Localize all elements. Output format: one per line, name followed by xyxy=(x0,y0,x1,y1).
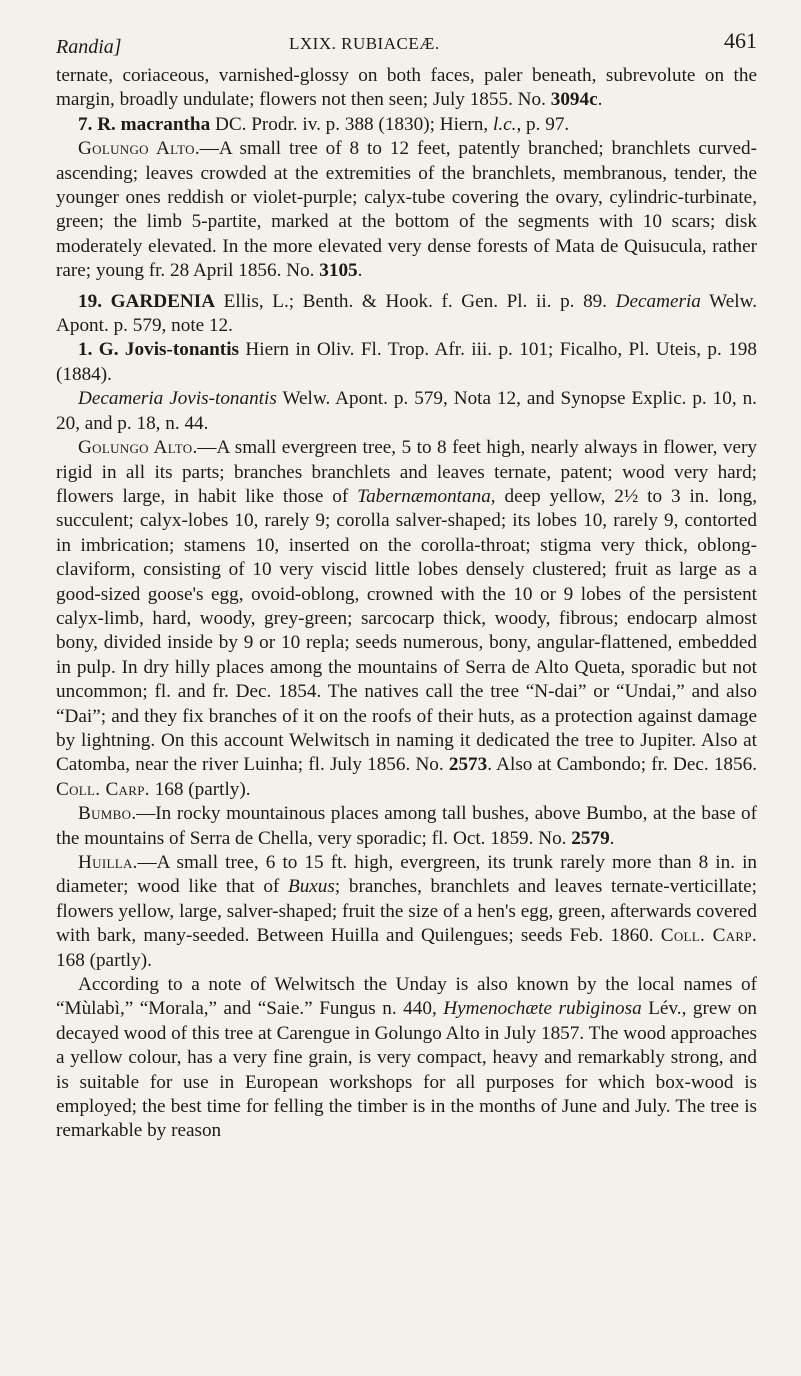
text-run: 168 (partly). xyxy=(56,949,152,971)
text-run: 7. R. macrantha xyxy=(78,113,211,135)
text-run: DC. Prodr. iv. p. 388 (1830); Hiern, xyxy=(210,113,493,135)
text-run: .—A small tree, 6 to 15 ft. high, evergreen, its trunk rarely more than 8 in. in diameter; wood like that of xyxy=(56,852,757,898)
text-run: Welw. Apont. p. 579, note 12. xyxy=(56,290,757,337)
paragraph-p1 xyxy=(56,113,757,137)
text-run: Golungo Alto xyxy=(78,138,195,160)
document-body xyxy=(56,64,757,1144)
text-run: 2573 xyxy=(448,754,488,776)
text-run: Bumbo xyxy=(78,803,132,825)
text-run: . Also at Cambondo; fr. Dec. 1856. xyxy=(487,754,757,776)
paragraph-p6 xyxy=(56,436,757,802)
text-run: 3105 xyxy=(319,260,358,282)
text-run: .—A small tree of 8 to 12 feet, patently branched; branchlets curved-ascending; leaves crowded at the extremities of the branchlets, membranous, tender, the younger ones reddish or violet-purple; calyx-tube covering the ovary, cylindric-turbinate, green; the limb 5-partite, marked at the bottom of the segments with 10 scars; disk moderately elevated. In the more elevated very dense forests of Mata de Quisucula, rather rare; young fr. 28 April 1856. No. xyxy=(56,138,757,282)
text-run: Golungo Alto xyxy=(78,437,193,459)
paragraph-p0 xyxy=(56,64,757,113)
text-run: Tabernæmontana xyxy=(357,485,491,507)
text-run: 2579 xyxy=(571,827,610,849)
text-run: .—A small evergreen tree, 5 to 8 feet high, nearly always in flower, very rigid in all its parts; branches branchlets and leaves ternate, patent; wood very hard; flowers large, in habit like those of xyxy=(56,437,757,507)
paragraph-p7 xyxy=(56,802,757,851)
paragraph-p9 xyxy=(56,973,757,1144)
text-run: Ellis, L.; Benth. & Hook. f. Gen. Pl. ii. p. 89. xyxy=(215,290,616,312)
running-head-family: LXIX. RUBIACEÆ. xyxy=(289,34,440,53)
text-run: Decameria xyxy=(615,290,701,312)
running-head xyxy=(56,28,757,64)
paragraph-p3 xyxy=(56,290,757,339)
running-head-genus: Randia] xyxy=(56,36,122,58)
text-run: ; branches, branchlets and leaves ternate-verticillate; flowers yellow, large, salver-shaped; fruit the size of a hen's egg, green, afterwards covered with bark, many-seeded. Between Huilla and Quilengues; seeds Feb. 1860. xyxy=(56,876,757,947)
text-run: Decameria Jovis-tonantis xyxy=(78,388,277,410)
paragraph-p4 xyxy=(56,338,757,387)
text-run: .—In rocky mountainous places among tall bushes, above Bumbo, at the base of the mountains of Serra de Chella, very sporadic; fl. Oct. 1859. No. xyxy=(56,803,757,849)
paragraph-p8 xyxy=(56,851,757,973)
text-run: According to a note of Welwitsch the Unday is also known by the local names of “Mùlabì,” “Morala,” and “Saie.” Fungus n. 440, xyxy=(56,974,757,1020)
text-run: l.c. xyxy=(493,113,517,135)
text-run: Buxus xyxy=(287,876,335,898)
page-number: 461 xyxy=(724,28,757,53)
paragraph-p2 xyxy=(56,137,757,283)
text-run: Coll. Carp. xyxy=(660,925,757,947)
text-run: . xyxy=(609,827,615,849)
text-run: Hiern in Oliv. Fl. Trop. Afr. iii. p. 101; Ficalho, Pl. Uteis, p. 198 (1884). xyxy=(56,339,757,385)
text-run: Hymenochæte rubiginosa xyxy=(443,998,642,1020)
text-run: , deep yellow, 2½ to 3 in. long, succulent; calyx-lobes 10, rarely 9; corolla salver-shaped; its lobes 10, rarely 9, contorted in imbrication; stamens 10, inserted on the corolla-throat; stigma very thick, oblong-claviform, consisting of 10 very viscid little lobes densely clustered; fruit as large as a good-sized goose's egg, ovoid-oblong, crowned with the 10 or 9 lobes of the persistent calyx-limb, hard, woody, grey-green; sarcocarp thick, woody, fibrous; endocarp almost bony, divided inside by 9 or 10 repla; seeds numerous, bony, angular-flattened, embedded in pulp. In dry hilly places among the mountains of Serra de Alto Queta, sporadic but not uncommon; fl. and fr. Dec. 1854. The natives call the tree “N-dai” or “Undai,” and also “Dai”; and they fix branches of it on the roofs of their huts, as a protection against damage by lightning. On this account Welwitsch in naming it dedicated the tree to Jupiter. Also at Catomba, near the river Luinha; fl. July 1856. No. xyxy=(56,485,757,776)
text-run: 168 (partly). xyxy=(149,778,251,800)
text-run: Lév., grew on decayed wood of this tree at Carengue in Golungo Alto in July 1857. The wood approaches a yellow colour, has a very fine grain, is very compact, heavy and remarkably strong, and is suitable for use in European workshops for all purposes for which box-wood is employed; the best time for felling the timber is in the months of June and July. The tree is remarkable by reason xyxy=(56,998,757,1142)
text-run: , p. 97. xyxy=(516,113,570,135)
text-run: Huilla xyxy=(78,852,133,873)
text-run: . xyxy=(357,260,363,282)
text-run: . xyxy=(597,89,603,111)
text-run: 3094c xyxy=(550,89,598,111)
text-run: ternate, coriaceous, varnished-glossy on both faces, paler beneath, subrevolute on the margin, broadly undulate; flowers not then seen; July 1855. No. xyxy=(56,65,757,111)
text-run: 1. G. Jovis-tonantis xyxy=(78,339,239,361)
text-run: 19. GARDENIA xyxy=(78,290,216,312)
text-run: Coll. Carp. xyxy=(56,778,150,800)
paragraph-p5 xyxy=(56,387,757,436)
text-run: Welw. Apont. p. 579, Nota 12, and Synopse Explic. p. 10, n. 20, and p. 18, n. 44. xyxy=(56,388,757,434)
